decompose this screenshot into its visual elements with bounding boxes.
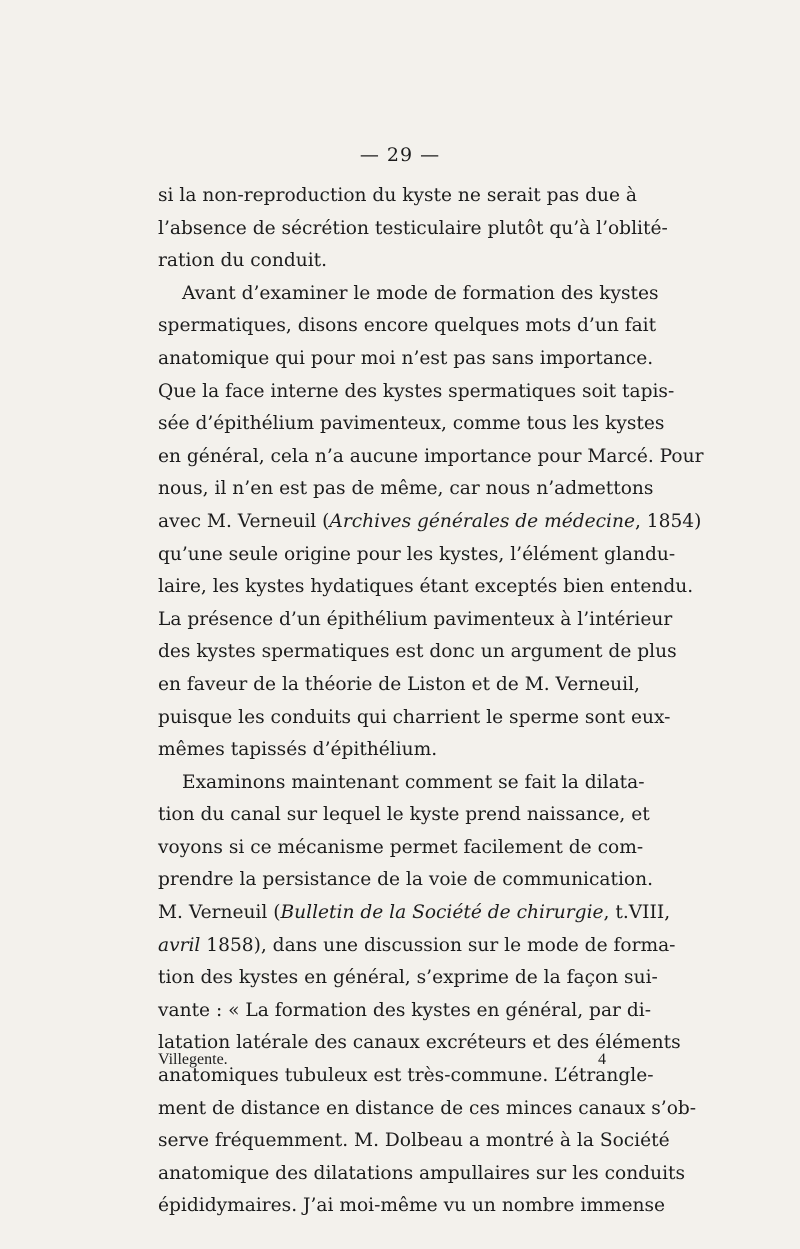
line-text: 1858), dans une discussion sur le mode de forma- — [200, 934, 676, 956]
signature-number: 4 — [598, 1051, 606, 1068]
text-line: puisque les conduits qui charrient le sperme sont eux- — [158, 706, 671, 728]
signature-mark: Villegente. — [158, 1051, 228, 1068]
text-line: nous, il n’en est pas de même, car nous n’admettons — [158, 478, 654, 500]
line-text: avec M. Verneuil ( — [158, 510, 330, 532]
text-line: spermatiques, disons encore quelques mots d’un fait — [158, 315, 657, 337]
text-line: La présence d’un épithélium pavimenteux à l’intérieur — [158, 608, 673, 630]
text-line: vante : « La formation des kystes en général, par di- — [158, 999, 651, 1021]
text-line — [158, 930, 676, 963]
text-line: tion du canal sur lequel le kyste prend naissance, et — [158, 804, 650, 826]
text-line: prendre la persistance de la voie de communication. — [158, 869, 654, 891]
text-line: ment de distance en distance de ces minces canaux s’ob- — [158, 1097, 697, 1119]
text-line: anatomique des dilatations ampullaires sur les conduits — [158, 1162, 686, 1184]
text-line: serve fréquemment. M. Dolbeau a montré à la Société — [158, 1130, 670, 1152]
line-text: , 1854) — [634, 510, 702, 532]
text-line: anatomique qui pour moi n’est pas sans importance. — [158, 347, 654, 369]
page-footer — [158, 1051, 606, 1079]
text-line: qu’une seule origine pour les kystes, l’élément glandu- — [158, 543, 676, 565]
citation-italic: avril — [158, 934, 201, 956]
text-line: laire, les kystes hydatiques étant exceptés bien entendu. — [158, 576, 694, 598]
line-text: , t.VIII, — [603, 902, 671, 924]
text-line: anatomiques tubuleux est très-commune. L’étrangle- — [158, 1065, 654, 1087]
text-line: latation latérale des canaux excréteurs et des éléments — [158, 1032, 681, 1054]
text-line — [158, 506, 702, 539]
text-line: en faveur de la théorie de Liston et de M. Verneuil, — [158, 673, 640, 695]
text-line: en général, cela n’a aucune importance pour Marcé. Pour — [158, 445, 704, 467]
text-line: mêmes tapissés d’épithélium. — [158, 739, 438, 761]
text-line — [158, 897, 671, 930]
text-line: Examinons maintenant comment se fait la dilata- — [182, 771, 645, 793]
page-number: — 29 — — [359, 144, 441, 166]
text-line: Avant d’examiner le mode de formation des kystes — [182, 282, 659, 304]
text-line: tion des kystes en général, s’exprime de la façon sui- — [158, 967, 658, 989]
citation-italic: Archives générales de médecine — [329, 510, 635, 532]
text-line: voyons si ce mécanisme permet facilement de com- — [158, 836, 644, 858]
text-line: sée d’épithélium pavimenteux, comme tous les kystes — [158, 413, 665, 435]
citation-italic: Bulletin de la Société de chirurgie — [280, 902, 604, 924]
text-line: des kystes spermatiques est donc un argument de plus — [158, 641, 677, 663]
text-line: ration du conduit. — [158, 250, 328, 272]
text-line: épididymaires. J’ai moi-même vu un nombre immense — [158, 1195, 666, 1217]
text-line: Que la face interne des kystes spermatiques soit tapis- — [158, 380, 675, 402]
text-line: l’absence de sécrétion testiculaire plutôt qu’à l’oblité- — [158, 217, 668, 239]
text-line: si la non-reproduction du kyste ne serait pas due à — [158, 185, 637, 206]
line-text: M. Verneuil ( — [158, 902, 281, 924]
